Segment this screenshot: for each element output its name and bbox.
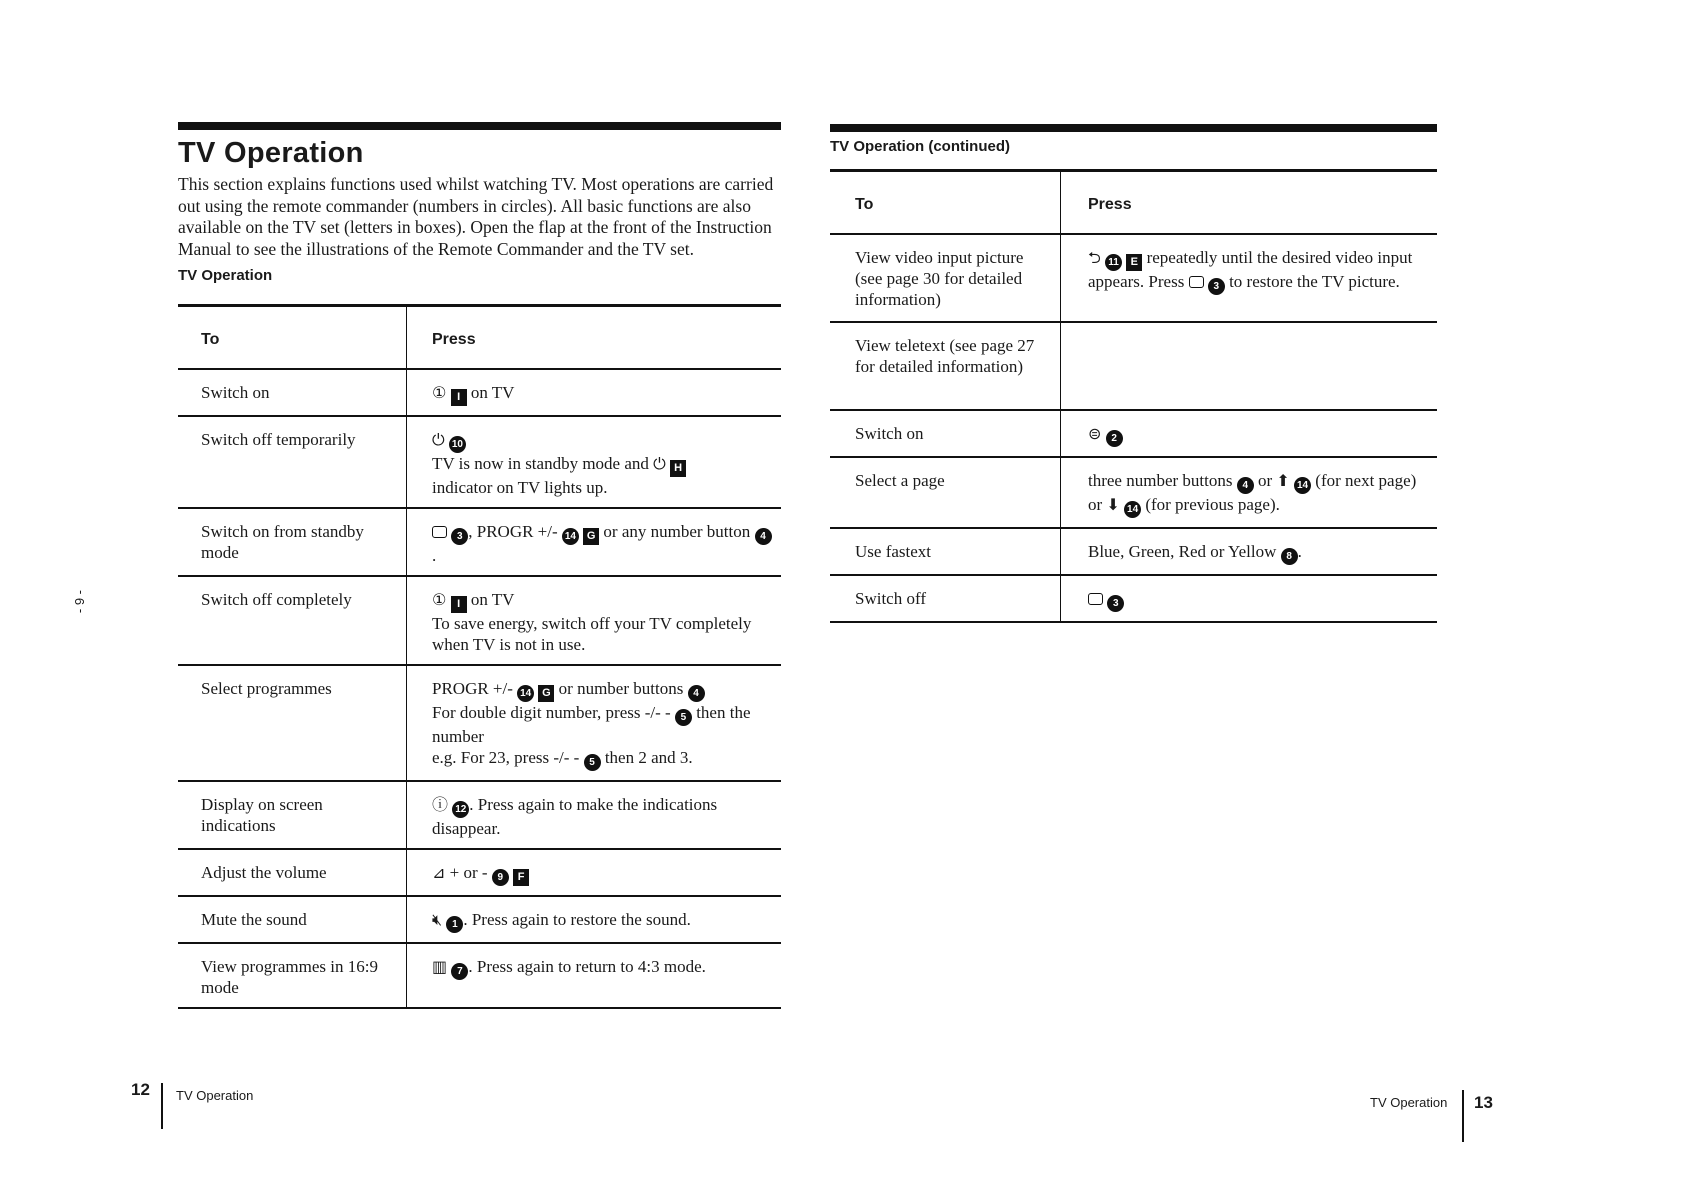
circle-number: 14 [1294, 477, 1311, 494]
row-press [407, 665, 782, 781]
row-to: Switch off [830, 575, 1061, 622]
box-label: G [583, 528, 599, 545]
press-text: indicator on TV lights up. [432, 478, 608, 497]
table-row [178, 849, 781, 896]
press-text: , PROGR +/- [468, 522, 558, 541]
header-to: To [830, 171, 1061, 235]
row-to: Select programmes [178, 665, 407, 781]
row-to: Switch off completely [178, 576, 407, 665]
row-to: Switch on [830, 410, 1061, 457]
circle-number: 3 [451, 528, 468, 545]
row-press [1061, 528, 1438, 575]
press-text: on TV [470, 383, 515, 402]
row-to: View programmes in 16:9 mode [178, 943, 407, 1008]
teletext-icon: ⊜ [1088, 424, 1102, 443]
table-row [830, 528, 1437, 575]
header-press: Press [1061, 171, 1438, 235]
box-label: H [670, 460, 686, 477]
press-text: or any number button [603, 522, 751, 541]
section-subtitle: TV Operation [178, 267, 273, 284]
table-row [830, 575, 1437, 622]
press-text: or [1257, 471, 1273, 490]
page-up-icon: ⬆ [1276, 471, 1290, 490]
press-text: then the number [432, 703, 751, 746]
operations-table [830, 169, 1437, 623]
footer-divider [1462, 1090, 1464, 1142]
row-press [407, 943, 782, 1008]
row-press [407, 896, 782, 943]
page-down-icon: ⬇ [1106, 495, 1120, 514]
page-title: TV Operation [178, 137, 364, 169]
tv-screen-icon [1088, 593, 1103, 605]
header-press: Press [407, 306, 782, 370]
table-row [178, 781, 781, 849]
intro-paragraph: This section explains functions used whilst watching TV. Most operations are carried out using the remote commander (numbers in circles). All basic functions are also available on the TV set (letters in boxes). Open the flap at the front of the Instruction Manual to see the illustrations of the Remote Commander and the TV set. [178, 174, 774, 259]
table-row [178, 369, 781, 416]
press-text: + or - [449, 863, 488, 882]
header-to: To [178, 306, 407, 370]
row-press [1061, 575, 1438, 622]
row-press [407, 849, 782, 896]
press-text: Blue, Green, Red or Yellow [1088, 542, 1277, 561]
widescreen-icon: ▥ [432, 957, 448, 976]
press-text: . Press again to restore the sound. [463, 910, 691, 929]
press-text: or number buttons [558, 679, 684, 698]
circle-number: 4 [688, 685, 705, 702]
power-switch-icon: ① [432, 590, 447, 609]
side-mark: - 9 - [72, 590, 87, 614]
press-text: on TV [470, 590, 515, 609]
circle-number: 5 [584, 754, 601, 771]
press-text: e.g. For 23, press -/- - [432, 748, 580, 767]
row-to: Switch on [178, 369, 407, 416]
table-row [178, 508, 781, 576]
circle-number: 11 [1105, 254, 1122, 271]
circle-number: 3 [1208, 278, 1225, 295]
box-label: E [1126, 254, 1142, 271]
press-text: (for next page) or [1088, 471, 1417, 514]
right-page-number: 13 [1474, 1093, 1493, 1112]
left-page [178, 122, 781, 1009]
press-text: . [1297, 542, 1302, 561]
row-to: Switch off temporarily [178, 416, 407, 508]
info-icon: ⓘ [432, 795, 449, 814]
power-switch-icon: ① [432, 383, 447, 402]
row-to: Use fastext [830, 528, 1061, 575]
box-label: F [513, 869, 529, 886]
volume-icon: ⊿ [432, 863, 446, 882]
row-press [407, 369, 782, 416]
press-text: then 2 and 3. [604, 748, 693, 767]
circle-number: 10 [449, 436, 466, 453]
circle-number: 7 [451, 963, 468, 980]
row-press [1061, 410, 1438, 457]
press-text: to restore the TV picture. [1229, 272, 1400, 291]
tv-screen-icon [1189, 276, 1204, 288]
press-text: . [432, 546, 437, 565]
box-label: G [538, 685, 554, 702]
press-text: . Press again to return to 4:3 mode. [468, 957, 706, 976]
table-row [830, 322, 1437, 410]
circle-number: 14 [1124, 501, 1141, 518]
table-row [178, 665, 781, 781]
tv-screen-icon [432, 526, 447, 538]
circle-number: 5 [675, 709, 692, 726]
row-to: View teletext (see page 27 for detailed information) [830, 322, 1061, 410]
row-to: Select a page [830, 457, 1061, 528]
circle-number: 4 [755, 528, 772, 545]
row-to: Mute the sound [178, 896, 407, 943]
circle-number: 1 [446, 916, 463, 933]
standby-icon: ⏻ [432, 430, 445, 449]
circle-number: 14 [562, 528, 579, 545]
left-page-number: 12 [131, 1080, 150, 1099]
table-row [830, 410, 1437, 457]
table-row [178, 576, 781, 665]
table-header [178, 306, 781, 370]
press-text: repeatedly until the desired video input appears. Press [1088, 248, 1413, 291]
top-rule [178, 122, 781, 130]
press-text: TV is now in standby mode and [432, 454, 649, 473]
top-rule [830, 124, 1437, 132]
press-text: To save energy, switch off your TV completely when TV is not in use. [432, 614, 752, 654]
circle-number: 2 [1106, 430, 1123, 447]
footer-divider [161, 1083, 163, 1129]
input-select-icon: ⮌ [1088, 248, 1101, 267]
circle-number: 4 [1237, 477, 1254, 494]
row-to: View video input picture (see page 30 for detailed information) [830, 234, 1061, 322]
right-footer-text: TV Operation [1370, 1095, 1448, 1110]
table-row [178, 416, 781, 508]
right-page [830, 124, 1437, 623]
circle-number: 9 [492, 869, 509, 886]
standby-icon: ⏻ [653, 454, 666, 473]
circle-number: 3 [1107, 595, 1124, 612]
press-text: (for previous page). [1145, 495, 1280, 514]
table-row [830, 234, 1437, 322]
table-row [830, 457, 1437, 528]
operations-table [178, 304, 781, 1009]
row-press [407, 576, 782, 665]
press-text: PROGR +/- [432, 679, 513, 698]
row-to: Switch on from standby mode [178, 508, 407, 576]
circle-number: 12 [452, 801, 469, 818]
press-text: For double digit number, press -/- - [432, 703, 671, 722]
box-label: I [451, 596, 467, 613]
circle-number: 8 [1281, 548, 1298, 565]
row-to: Adjust the volume [178, 849, 407, 896]
section-subtitle: TV Operation (continued) [830, 138, 1010, 155]
circle-number: 14 [517, 685, 534, 702]
row-press [1061, 457, 1438, 528]
row-press [407, 508, 782, 576]
left-footer-text: TV Operation [176, 1088, 254, 1103]
table-row [178, 943, 781, 1008]
row-press [1061, 234, 1438, 322]
table-header [830, 171, 1437, 235]
table-row [178, 896, 781, 943]
mute-icon: 🔇︎ [432, 910, 443, 929]
row-to: Display on screen indications [178, 781, 407, 849]
press-text: three number buttons [1088, 471, 1233, 490]
row-press [407, 416, 782, 508]
press-text: . Press again to make the indications disappear. [432, 795, 718, 838]
row-press [1061, 322, 1438, 410]
box-label: I [451, 389, 467, 406]
row-press [407, 781, 782, 849]
